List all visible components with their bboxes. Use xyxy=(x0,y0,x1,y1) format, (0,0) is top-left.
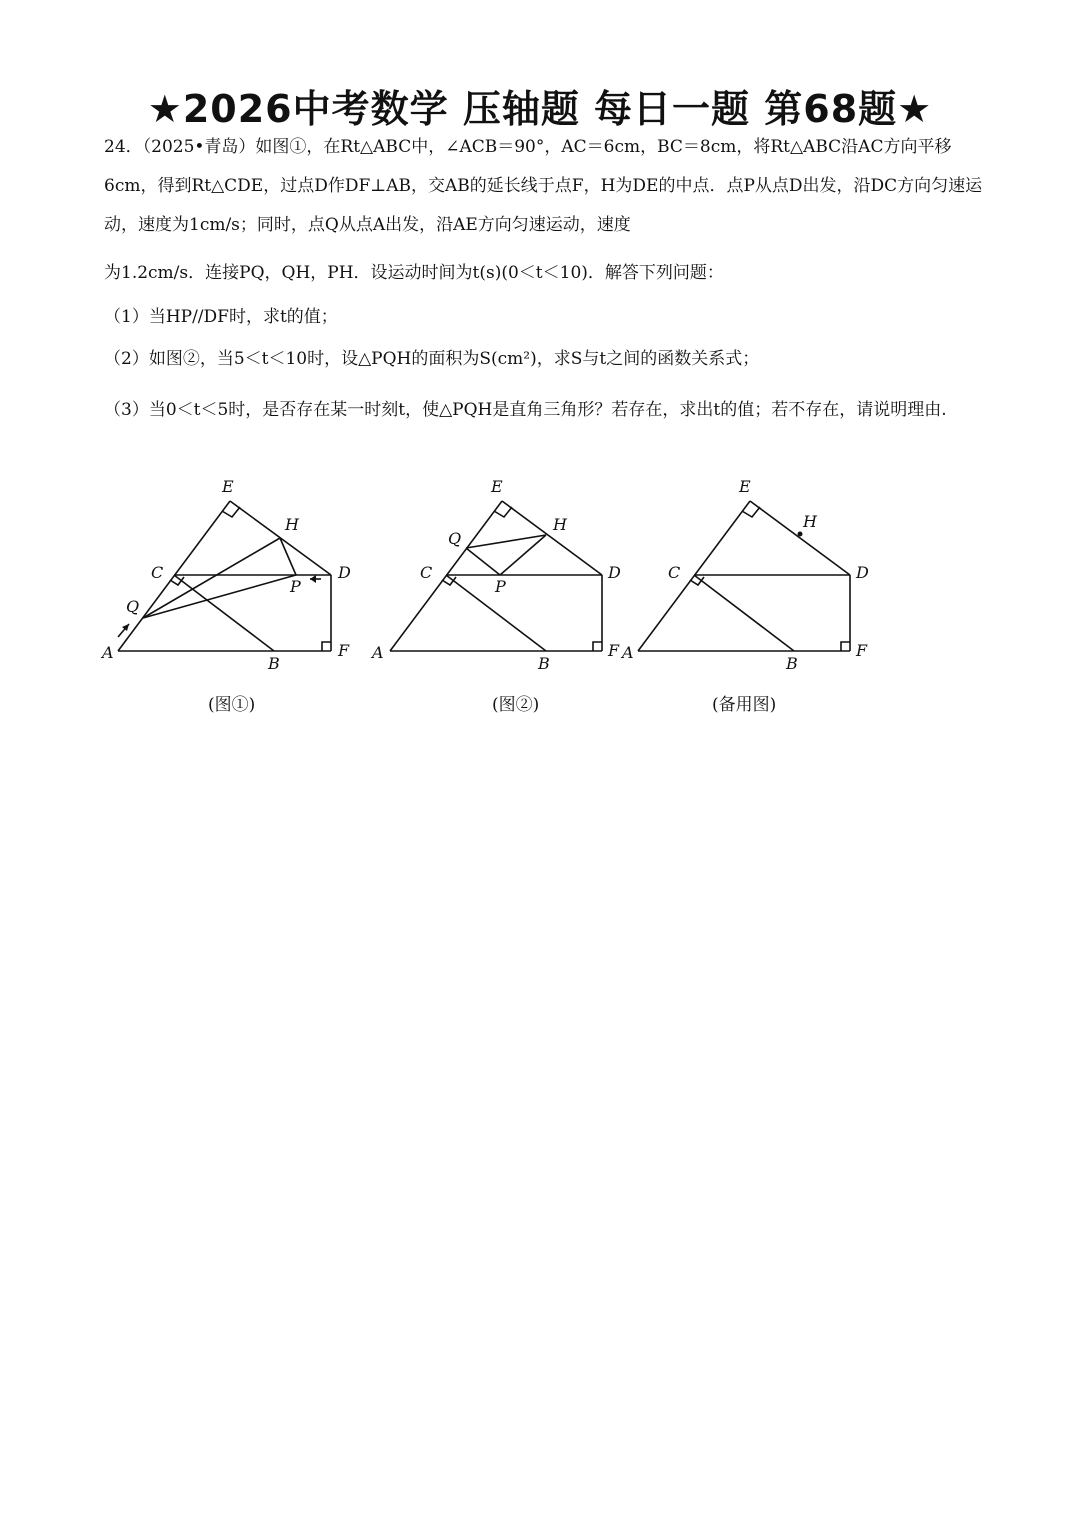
label-B: B xyxy=(786,654,798,673)
caption-figure-3: (备用图) xyxy=(712,695,777,715)
label-F: F xyxy=(338,641,350,660)
label-C: C xyxy=(668,563,681,582)
label-H: H xyxy=(803,512,817,531)
label-H: H xyxy=(285,515,299,534)
label-A: A xyxy=(372,643,384,662)
label-C: C xyxy=(420,563,433,582)
label-C: C xyxy=(151,563,164,582)
label-E: E xyxy=(491,477,503,496)
label-B: B xyxy=(538,654,550,673)
label-A: A xyxy=(622,643,634,662)
label-E: E xyxy=(739,477,751,496)
figure-3 xyxy=(616,470,896,680)
question-1: （1）当HP//DF时，求t的值； xyxy=(104,307,338,327)
label-P: P xyxy=(290,577,301,596)
label-A: A xyxy=(102,643,114,662)
question-2: （2）如图②，当5＜t＜10时，设△PQH的面积为S(cm²)，求S与t之间的函数关系式； xyxy=(104,349,760,369)
label-D: D xyxy=(608,563,621,582)
caption-figure-1: (图①) xyxy=(208,695,256,715)
label-F: F xyxy=(856,641,868,660)
label-F: F xyxy=(608,641,620,660)
point-H xyxy=(798,532,803,537)
label-H: H xyxy=(553,515,567,534)
label-Q: Q xyxy=(126,597,140,616)
label-P: P xyxy=(495,577,506,596)
figure-2 xyxy=(368,470,638,680)
question-3: （3）当0＜t＜5时，是否存在某一时刻t，使△PQH是直角三角形？若存在，求出t的值；若不存在，请说明理由. xyxy=(104,400,947,420)
figure-1 xyxy=(98,470,368,680)
problem-intro: 24．（2025•青岛）如图①，在Rt△ABC中，∠ACB＝90°，AC＝6cm，BC＝8cm，将Rt△ABC沿AC方向平移6cm，得到Rt△CDE，过点D作DF⊥AB，交AB的延长线于点F，H为DE的中点．点P从点D出发，沿DC方向匀速运动，速度为1cm/s；同时，点Q从点A出发，沿AE方向匀速运动，速度 xyxy=(104,137,983,235)
label-B: B xyxy=(268,654,280,673)
problem-intro-end: 为1.2cm/s．连接PQ，QH，PH．设运动时间为t(s)(0＜t＜10)．解答下列问题： xyxy=(104,263,724,283)
label-Q: Q xyxy=(448,529,462,548)
caption-figure-2: (图②) xyxy=(492,695,540,715)
label-D: D xyxy=(338,563,351,582)
label-D: D xyxy=(856,563,869,582)
page-title: ★2026中考数学 压轴题 每日一题 第68题★ xyxy=(147,87,933,131)
label-E: E xyxy=(222,477,234,496)
